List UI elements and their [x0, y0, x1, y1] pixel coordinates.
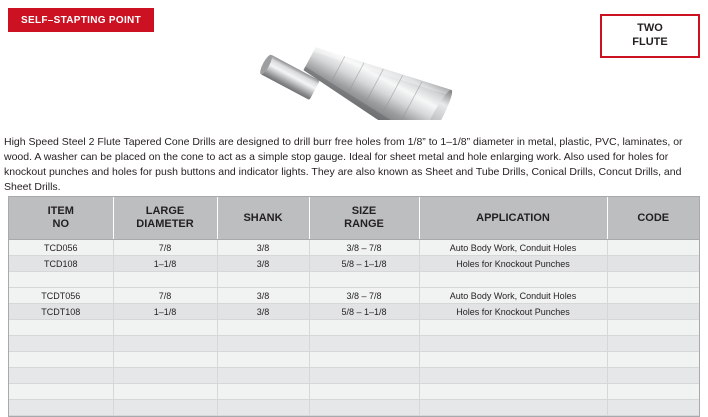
cell-code [607, 384, 699, 400]
two-flute-badge [600, 14, 700, 58]
table-row [9, 272, 699, 288]
header-item-no-line1: ITEM [47, 205, 74, 218]
cell-size-range: 5/8 – 1–1/8 [309, 304, 419, 320]
cell-code [607, 272, 699, 288]
cell-item-no: TCDT108 [9, 304, 113, 320]
header-size-line1: SIZE [351, 205, 377, 218]
cell-shank: 3/8 [217, 240, 309, 256]
cell-shank [217, 400, 309, 416]
header-size-line2: RANGE [344, 218, 384, 230]
cell-code [607, 400, 699, 416]
cell-shank: 3/8 [217, 256, 309, 272]
two-flute-line2: FLUTE [632, 36, 668, 48]
table-row [9, 400, 699, 416]
cell-application: Auto Body Work, Conduit Holes [419, 240, 607, 256]
cell-size-range [309, 272, 419, 288]
self-starting-point-banner [8, 8, 154, 32]
cell-size-range [309, 384, 419, 400]
cell-shank: 3/8 [217, 304, 309, 320]
table-row [9, 320, 699, 336]
cell-application [419, 320, 607, 336]
cell-size-range [309, 368, 419, 384]
cell-size-range [309, 336, 419, 352]
cell-code [607, 240, 699, 256]
table-row [9, 288, 699, 304]
product-description: High Speed Steel 2 Flute Tapered Cone Drills are designed to drill burr free holes from 1/8” to 1–1/8” diameter in metal, plastic, PVC, laminates, or wood. A washer can be placed on the cone to act as a simple stop gauge. Ideal for sheet metal and hole enlarging work. Also used for holes for knockout punches and holes for push buttons and indicator lights. They are also known as Sheet and Tube Drills, Conical Drills, Concut Drills, and Sheet Drills. [4, 135, 683, 194]
cell-code [607, 368, 699, 384]
cell-item-no: TCDT056 [9, 288, 113, 304]
cell-large-diameter [113, 320, 217, 336]
table-row [9, 240, 699, 256]
cell-large-diameter [113, 352, 217, 368]
cell-large-diameter [113, 368, 217, 384]
header-shank-line1: SHANK [243, 211, 283, 224]
cell-application: Holes for Knockout Punches [419, 304, 607, 320]
table-header-row [9, 197, 699, 240]
cell-large-diameter [113, 336, 217, 352]
cell-shank [217, 336, 309, 352]
cell-application [419, 272, 607, 288]
header-code-line1: CODE [637, 211, 670, 224]
table-row [9, 336, 699, 352]
header-application-line1: APPLICATION [476, 211, 550, 224]
tapered-cone-drill-illustration [255, 2, 485, 120]
banner-label: SELF–STAPTING POINT [21, 14, 141, 26]
cell-code [607, 320, 699, 336]
cell-large-diameter [113, 400, 217, 416]
cell-large-diameter [113, 384, 217, 400]
table-row [9, 256, 699, 272]
cell-size-range: 5/8 – 1–1/8 [309, 256, 419, 272]
cell-large-diameter: 1–1/8 [113, 304, 217, 320]
header-large-line1: LARGE [145, 205, 185, 218]
cell-size-range [309, 400, 419, 416]
cell-item-no [9, 352, 113, 368]
cell-item-no [9, 400, 113, 416]
column-header-size-range [309, 197, 419, 240]
column-header-application [419, 197, 607, 240]
cell-shank [217, 272, 309, 288]
cell-application [419, 384, 607, 400]
cell-code [607, 304, 699, 320]
table-body [9, 240, 699, 416]
cell-large-diameter: 7/8 [113, 288, 217, 304]
cell-shank [217, 352, 309, 368]
cell-application: Auto Body Work, Conduit Holes [419, 288, 607, 304]
cell-size-range [309, 320, 419, 336]
column-header-item-no [9, 197, 113, 240]
table-row [9, 304, 699, 320]
cell-large-diameter [113, 272, 217, 288]
cell-shank [217, 368, 309, 384]
cell-application: Holes for Knockout Punches [419, 256, 607, 272]
cell-size-range: 3/8 – 7/8 [309, 240, 419, 256]
header-large-line2: DIAMETER [136, 218, 194, 230]
cell-item-no: TCD056 [9, 240, 113, 256]
two-flute-line1: TWO [637, 22, 663, 35]
column-header-large-diameter [113, 197, 217, 240]
cell-code [607, 256, 699, 272]
cell-application [419, 400, 607, 416]
table-row [9, 368, 699, 384]
table-row [9, 352, 699, 368]
cell-item-no [9, 384, 113, 400]
cell-item-no [9, 272, 113, 288]
cell-code [607, 352, 699, 368]
cell-application [419, 352, 607, 368]
cell-code [607, 288, 699, 304]
column-header-shank [217, 197, 309, 240]
specification-table [8, 196, 700, 417]
cell-item-no [9, 336, 113, 352]
spec-table [9, 197, 699, 416]
cell-item-no [9, 368, 113, 384]
cell-shank [217, 384, 309, 400]
cell-code [607, 336, 699, 352]
header-item-no-line2: NO [52, 218, 69, 230]
cell-large-diameter: 1–1/8 [113, 256, 217, 272]
cell-shank [217, 320, 309, 336]
column-header-code [607, 197, 699, 240]
cell-application [419, 368, 607, 384]
cell-item-no [9, 320, 113, 336]
cell-size-range [309, 352, 419, 368]
cell-application [419, 336, 607, 352]
table-row [9, 384, 699, 400]
cell-shank: 3/8 [217, 288, 309, 304]
cell-item-no: TCD108 [9, 256, 113, 272]
cell-size-range: 3/8 – 7/8 [309, 288, 419, 304]
cell-large-diameter: 7/8 [113, 240, 217, 256]
